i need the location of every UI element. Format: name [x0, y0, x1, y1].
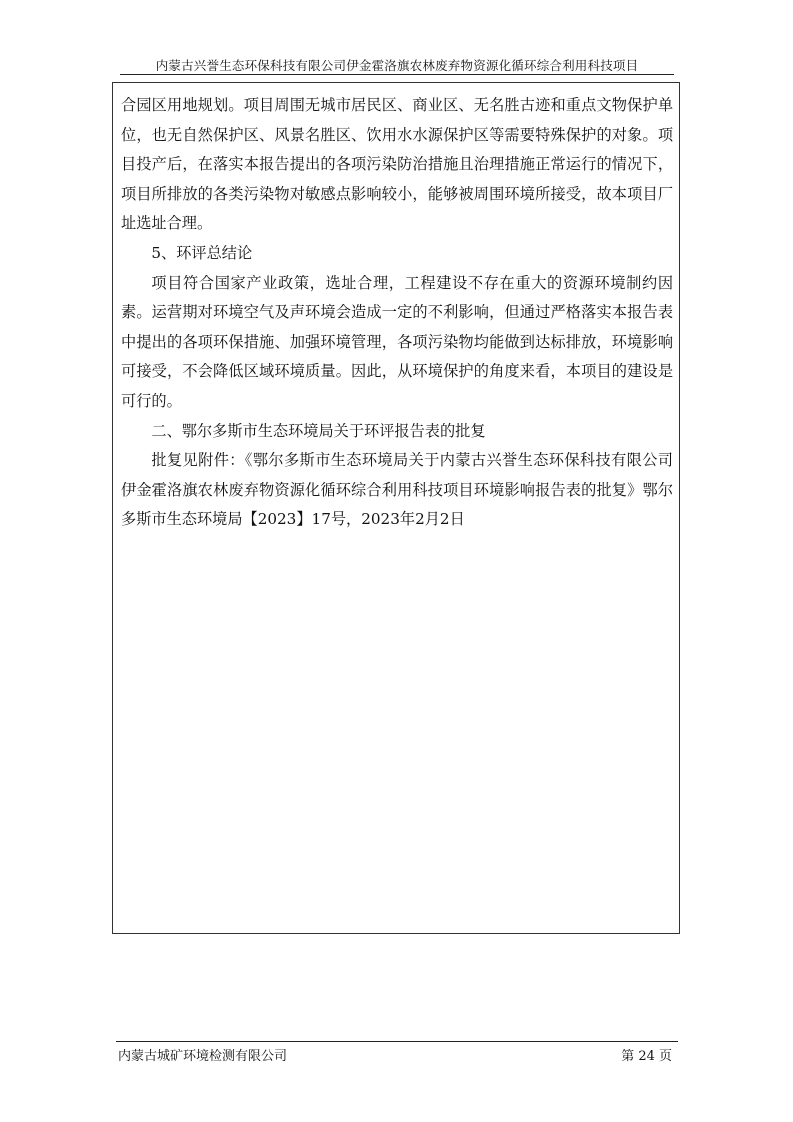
header-divider — [120, 74, 674, 75]
heading-eia-conclusion: 5、环评总结论 — [151, 243, 253, 262]
footer-page-number: 第 24 页 — [621, 1049, 672, 1064]
footer-divider — [116, 1041, 678, 1042]
body-text — [121, 91, 673, 535]
page-header-title: 内蒙古兴誉生态环保科技有限公司伊金霍洛旗农林废弃物资源化循环综合利用科技项目 — [155, 58, 639, 73]
paragraph-approval: 批复见附件：《鄂尔多斯市生态环境局关于内蒙古兴誉生态环保科技有限公司伊金霍洛旗农林废弃物资源化循环综合利用科技项目环境影响报告表的批复》鄂尔多斯市生态环境局【2023】17号，2023年2月2日 — [121, 451, 673, 529]
heading-approval: 二、鄂尔多斯市生态环境局关于环评报告表的批复 — [151, 421, 486, 440]
content-frame — [112, 82, 680, 934]
footer-company: 内蒙古城矿环境检测有限公司 — [118, 1049, 288, 1064]
paragraph-eia-conclusion: 项目符合国家产业政策，选址合理，工程建设不存在重大的资源环境制约因素。运营期对环境空气及声环境会造成一定的不利影响，但通过严格落实本报告表中提出的各项环保措施、加强环境管理，各项污染物均能做到达标排放，环境影响可接受，不会降低区域环境质量。因此，从环境保护的角度来看，本项目的建设是可行的。 — [121, 273, 673, 410]
paragraph-site-selection: 合园区用地规划。项目周围无城市居民区、商业区、无名胜古迹和重点文物保护单位，也无自然保护区、风景名胜区、饮用水水源保护区等需要特殊保护的对象。项目投产后，在落实本报告提出的各项污染防治措施且治理措施正常运行的情况下，项目所排放的各类污染物对敏感点影响较小，能够被周围环境所接受，故本项目厂址选址合理。 — [121, 96, 673, 233]
